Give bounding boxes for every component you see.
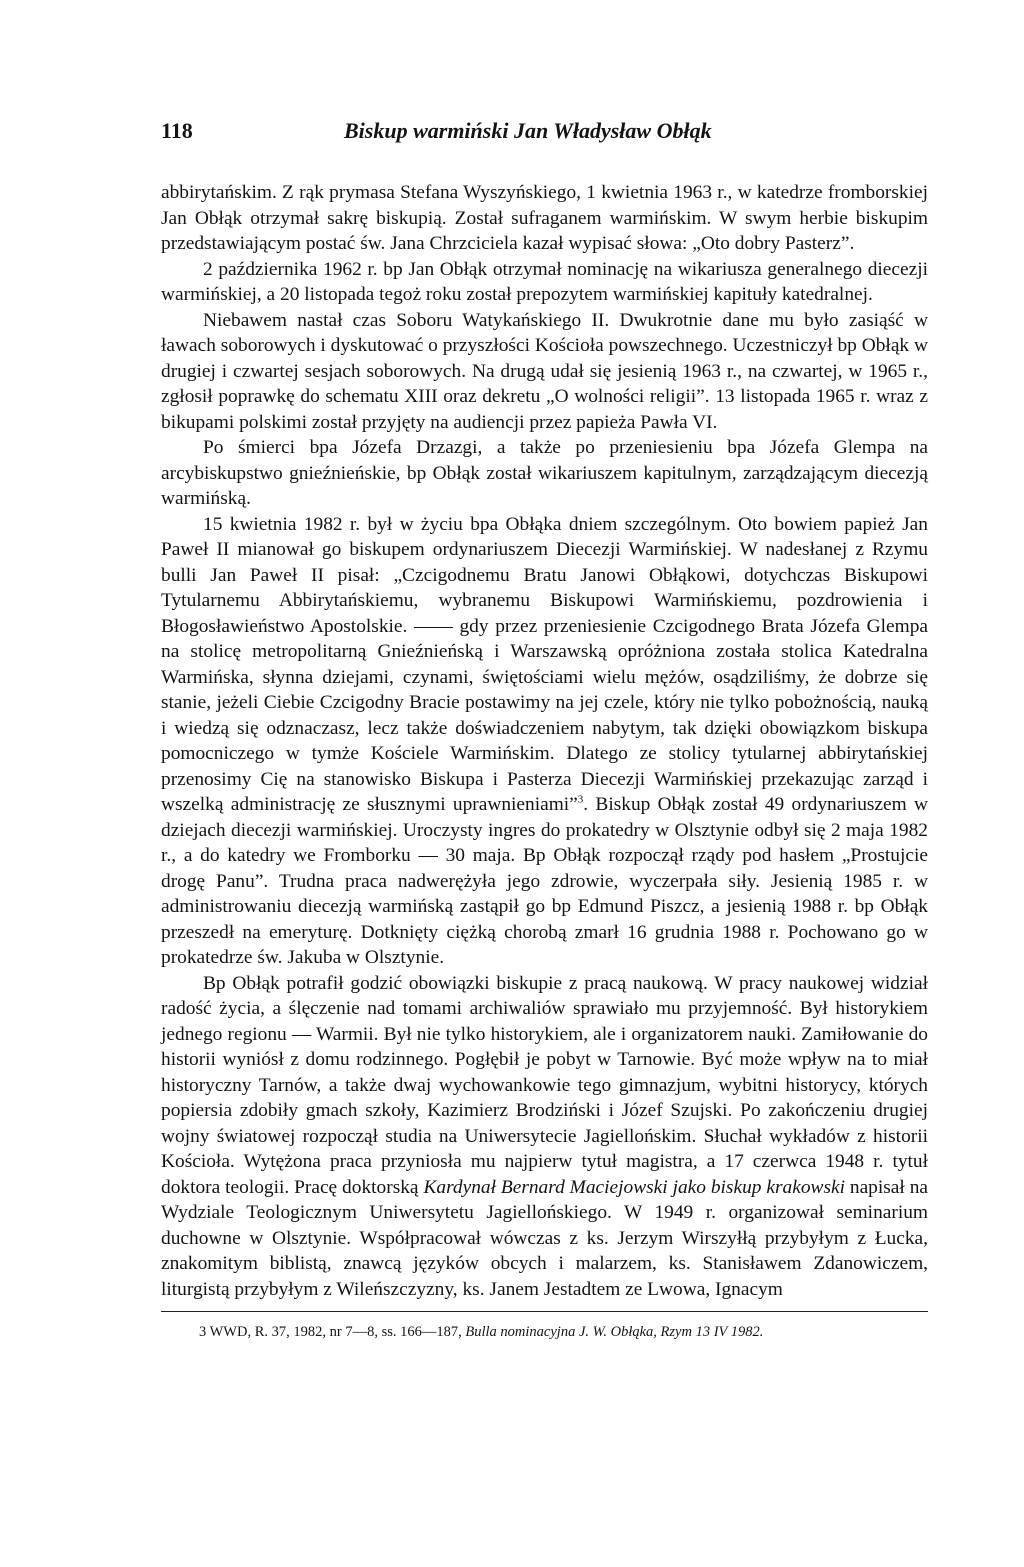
paragraph-3: Niebawem nastał czas Soboru Watykańskiego II. Dwukrotnie dane mu było zasiąść w ławach soborowych i dyskutować o przyszłości Kościoła powszechnego. Uczestniczył bp Obłąk w drugiej i czwartej sesjach soborowych. Na drugą udał się jesienią 1963 r., na czwartej, w 1965 r., zgłosił poprawkę do schematu XIII oraz dekretu „O wolności religii”. 13 listopada 1965 r. wraz z bikupami polskimi został przyjęty na audiencji przez papieża Pawła VI.	[161, 309, 928, 433]
paragraph-6-text-b: napisał na Wydziale Teologicznym Uniwersytetu Jagiellońskiego. W 1949 r. organizował seminarium duchowne w Olsztynie. Współpracował wówczas z ks. Jerzym Wirszyłłą przybyłym z Łucka, znakomitym biblistą, znawcą języków obcych i malarzem, ks. Stanisławem Zdanowiczem, liturgistą przybyłym z Wileńszczyzny, ks. Janem Jestadtem ze Lwowa, Ignacym	[161, 1176, 928, 1300]
footnote-italic: Bulla nominacyjna J. W. Obłąka, Rzym 13 IV 1982.	[465, 1324, 764, 1340]
thesis-title: Kardynał Bernard Maciejowski jako biskup krakowski	[423, 1176, 845, 1198]
paragraph-6	[161, 971, 928, 1303]
footnote-text: 3 WWD, R. 37, 1982, nr 7—8, ss. 166—187,	[199, 1324, 466, 1340]
page-number: 118	[161, 118, 193, 143]
paragraph-4: Po śmierci bpa Józefa Drzazgi, a także po przeniesieniu bpa Józefa Glempa na arcybiskupstwo gnieźnieńskie, bp Obłąk został wikariuszem kapitulnym, zarządzającym diecezją warmińską.	[161, 437, 928, 509]
body-text	[161, 180, 928, 1302]
running-head	[161, 118, 928, 150]
footnote-divider	[161, 1311, 928, 1312]
paragraph-6-text-a: Bp Obłąk potrafił godzić obowiązki biskupie z pracą naukową. W pracy naukowej widział radość życia, a ślęczenie nad tomami archiwaliów sprawiało mu przyjemność. Był historykiem jednego regionu — Warmii. Był nie tylko historykiem, ale i organizatorem nauki. Zamiłowanie do historii wyniósł z domu rodzinnego. Pogłębił je pobyt w Tarnowie. Być może wpływ na to miał historyczny Tarnów, a także dwaj wychowankowie tego gimnazjum, wybitni historycy, których popiersia zdobiły gmach szkoły, Kazimierz Brodziński i Józef Szujski. Po zakończeniu drugiej wojny światowej rozpoczął studia na Uniwersytecie Jagiellońskim. Słuchał wykładów z historii Kościoła. Wytężona praca przyniosła mu najpierw tytuł magistra, a 17 czerwca 1948 r. tytuł doktora teologii. Pracę doktorską	[161, 972, 928, 1198]
paragraph-1: abbirytańskim. Z rąk prymasa Stefana Wyszyńskiego, 1 kwietnia 1963 r., w katedrze fromborskiej Jan Obłąk otrzymał sakrę biskupią. Został sufraganem warmińskim. W swym herbie biskupim przedstawiającym postać św. Jana Chrzciciela kazał wypisać słowa: „Oto dobry Pasterz”.	[161, 182, 928, 254]
paragraph-5	[161, 512, 928, 971]
paragraph-5-text: 15 kwietnia 1982 r. był w życiu bpa Obłąka dniem szczególnym. Oto bowiem papież Jan Paweł II mianował go biskupem ordynariuszem Diecezji Warmińskiej. W nadesłanej z Rzymu bulli Jan Paweł II pisał: „Czcigodnemu Bratu Janowi Obłąkowi, dotychczas Biskupowi Tytularnemu Abbirytańskiemu, wybranemu Biskupowi Warmińskiemu, pozdrowienia i Błogosławieństwo Apostolskie. —— gdy przez przeniesienie Czcigodnego Brata Józefa Glempa na stolicę metropolitarną Gnieźnieńską i Warszawską opróżniona została stolica Katedralna Warmińska, słynna dziejami, czynami, świętościami wielu mężów, osądziliśmy, że dobrze się stanie, jeżeli Ciebie Czcigodny Bracie postawimy na jej czele, który nie tylko pobożnością, nauką i wiedzą się odznaczasz, lecz także doświadczeniem nabytym, tak dzięki obowiązkom biskupa pomocniczego w tymże Kościele Warmińskim. Dlatego ze stolicy tytularnej abbirytańskiej przenosimy Cię na stanowisko Biskupa i Pasterza Diecezji Warmińskiej przekazując zarząd i wszelką administrację ze słusznymi uprawnieniami”	[161, 513, 928, 815]
paragraph-2: 2 października 1962 r. bp Jan Obłąk otrzymał nominację na wikariusza generalnego diecezji warmińskiej, a 20 listopada tegoż roku został prepozytem warmińskiej kapituły katedralnej.	[161, 258, 928, 305]
footnote-reference: 3	[577, 793, 584, 806]
footnote	[161, 1322, 928, 1342]
running-title: Biskup warmiński Jan Władysław Obłąk	[344, 118, 712, 143]
paragraph-5-continued: . Biskup Obłąk został 49 ordynariuszem w dziejach diecezji warmińskiej. Uroczysty ingres do prokatedry w Olsztynie odbył się 2 maja 1982 r., a do katedry we Fromborku — 30 maja. Bp Obłąk rozpoczął rządy pod hasłem „Prostujcie drogę Panu”. Trudna praca nadwerężyła jego zdrowie, wyczerpała siły. Jesienią 1985 r. w administrowaniu diecezją warmińską zastąpił go bp Edmund Piszcz, a jesienią 1988 r. bp Obłąk przeszedł na emeryturę. Dotknięty ciężką chorobą zmarł 16 grudnia 1988 r. Pochowano go w prokatedrze św. Jakuba w Olsztynie.	[161, 794, 929, 968]
